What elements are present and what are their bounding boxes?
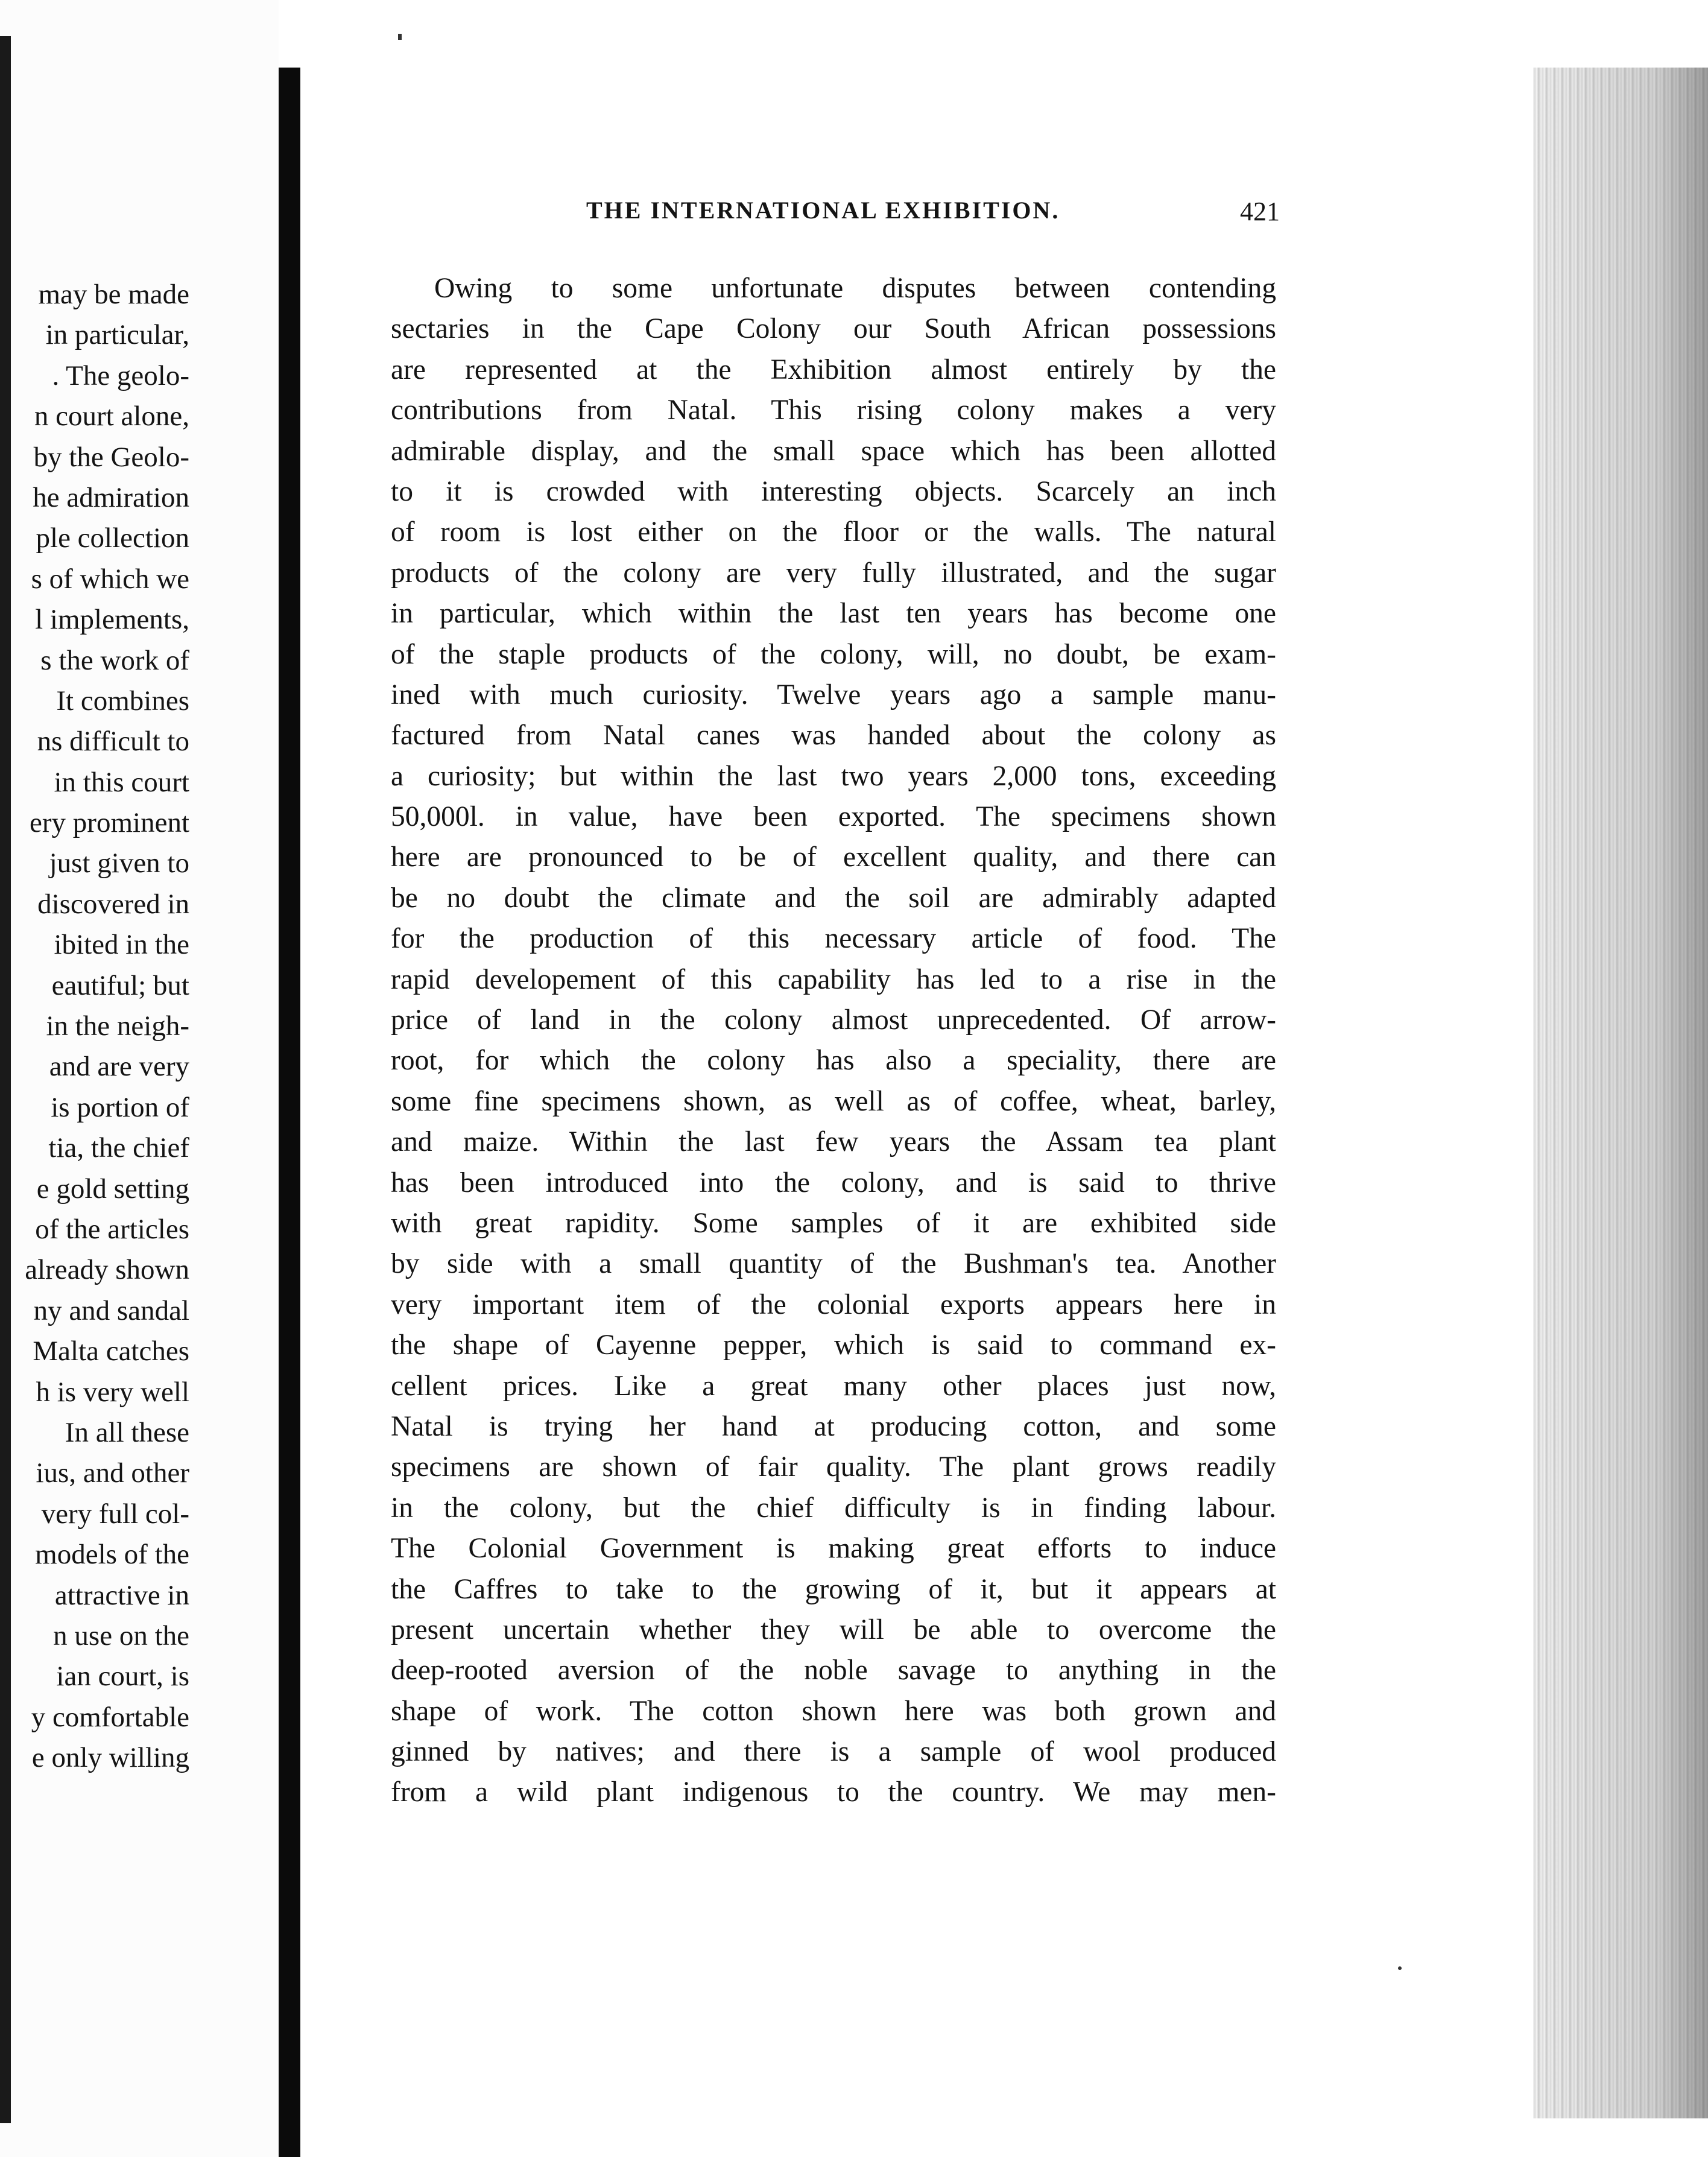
page-block-edges bbox=[1533, 68, 1708, 2118]
left-page-line: he admiration bbox=[33, 481, 189, 513]
scan-speck bbox=[398, 34, 402, 40]
body-line: of the staple products of the colony, will, no doubt, be exam- bbox=[391, 638, 1276, 670]
left-page-line: ery prominent bbox=[30, 807, 189, 839]
body-line: the Caffres to take to the growing of it, but it appears at bbox=[391, 1573, 1276, 1605]
left-page-line: attractive in bbox=[54, 1579, 189, 1611]
body-line: very important item of the colonial exports appears here in bbox=[391, 1288, 1276, 1320]
left-page-line: ny and sandal bbox=[33, 1294, 189, 1326]
left-page-line: ibited in the bbox=[54, 929, 189, 961]
body-line: deep-rooted aversion of the noble savage to anything in the bbox=[391, 1655, 1276, 1687]
left-page-line: just given to bbox=[49, 847, 189, 879]
left-page-line: n use on the bbox=[53, 1620, 189, 1652]
running-title: THE INTERNATIONAL EXHIBITION. bbox=[586, 197, 1060, 224]
running-header bbox=[586, 196, 1280, 232]
body-line: Natal is trying her hand at producing cotton, and some bbox=[391, 1410, 1276, 1442]
body-line: admirable display, and the small space which has been allotted bbox=[391, 435, 1276, 467]
body-line: products of the colony are very fully illustrated, and the sugar bbox=[391, 557, 1276, 589]
left-page-line: eautiful; but bbox=[51, 969, 189, 1001]
left-page-line: ns difficult to bbox=[37, 726, 189, 758]
left-page-line: in this court bbox=[54, 766, 189, 798]
left-page-line: l implements, bbox=[35, 604, 189, 636]
body-line: to it is crowded with interesting objects. Scarcely an inch bbox=[391, 475, 1276, 507]
body-line: rapid developement of this capability has led to a rise in the bbox=[391, 963, 1276, 995]
body-line: price of land in the colony almost unprecedented. Of arrow- bbox=[391, 1004, 1276, 1036]
body-line: with great rapidity. Some samples of it are exhibited side bbox=[391, 1207, 1276, 1239]
body-line: here are pronounced to be of excellent quality, and there can bbox=[391, 841, 1276, 873]
body-line: factured from Natal canes was handed about the colony as bbox=[391, 720, 1276, 752]
left-facing-page bbox=[0, 0, 279, 2157]
left-page-line: e gold setting bbox=[36, 1173, 189, 1205]
left-page-line: In all these bbox=[65, 1416, 189, 1448]
left-page-line: by the Geolo- bbox=[33, 441, 189, 473]
left-page-line: already shown bbox=[25, 1254, 189, 1286]
left-page-line: ius, and other bbox=[36, 1457, 189, 1489]
left-page-line: Malta catches bbox=[33, 1335, 189, 1367]
body-line: Owing to some unfortunate disputes between contending bbox=[434, 273, 1276, 304]
left-page-line: models of the bbox=[35, 1539, 189, 1571]
page-number: 421 bbox=[1240, 197, 1280, 226]
body-line: of room is lost either on the floor or the walls. The natural bbox=[391, 516, 1276, 548]
left-page-line: and are very bbox=[49, 1051, 189, 1083]
left-page-line: in the neigh- bbox=[46, 1010, 189, 1042]
body-line: by side with a small quantity of the Bushman's tea. Another bbox=[391, 1248, 1276, 1280]
body-line: present uncertain whether they will be able to overcome the bbox=[391, 1614, 1276, 1645]
left-page-line: discovered in bbox=[37, 888, 189, 920]
scan-speck bbox=[1398, 1966, 1402, 1970]
left-page-line: ian court, is bbox=[56, 1661, 189, 1693]
body-line: be no doubt the climate and the soil are admirably adapted bbox=[391, 882, 1276, 914]
body-line: has been introduced into the colony, and is said to thrive bbox=[391, 1167, 1276, 1199]
body-line: and maize. Within the last few years the Assam tea plant bbox=[391, 1126, 1276, 1158]
body-line: The Colonial Government is making great efforts to induce bbox=[391, 1533, 1276, 1565]
left-page-text bbox=[0, 274, 189, 1778]
body-line: 50,000l. in value, have been exported. The specimens shown bbox=[391, 801, 1276, 833]
left-page-line: ple collection bbox=[36, 522, 189, 554]
body-line: specimens are shown of fair quality. The plant grows readily bbox=[391, 1451, 1276, 1483]
left-page-line: y comfortable bbox=[31, 1701, 189, 1733]
left-page-line: n court alone, bbox=[34, 401, 189, 432]
body-line: some fine specimens shown, as well as of coffee, wheat, barley, bbox=[391, 1085, 1276, 1117]
body-line: the shape of Cayenne pepper, which is said to command ex- bbox=[391, 1329, 1276, 1361]
left-page-line: e only willing bbox=[31, 1742, 189, 1774]
body-line: are represented at the Exhibition almost entirely by the bbox=[391, 353, 1276, 385]
body-line: sectaries in the Cape Colony our South African possessions bbox=[391, 313, 1276, 345]
body-paragraph bbox=[391, 268, 1276, 1813]
body-line: ginned by natives; and there is a sample of wool produced bbox=[391, 1736, 1276, 1768]
body-line: shape of work. The cotton shown here was both grown and bbox=[391, 1695, 1276, 1727]
body-line: in particular, which within the last ten years has become one bbox=[391, 598, 1276, 630]
left-page-line: . The geolo- bbox=[52, 360, 189, 391]
top-margin bbox=[279, 0, 1575, 68]
page-edge-shadow bbox=[1533, 68, 1708, 2118]
left-page-line: of the articles bbox=[35, 1213, 189, 1245]
left-page-line: in particular, bbox=[45, 319, 189, 351]
body-line: from a wild plant indigenous to the country. We may men- bbox=[391, 1776, 1276, 1808]
body-line: for the production of this necessary article of food. The bbox=[391, 923, 1276, 955]
left-page-line: s the work of bbox=[40, 644, 189, 676]
left-page-line: s of which we bbox=[31, 563, 189, 595]
left-page-line: It combines bbox=[56, 685, 189, 717]
left-page-line: h is very well bbox=[36, 1376, 189, 1408]
body-line: root, for which the colony has also a speciality, there are bbox=[391, 1045, 1276, 1077]
left-page-line: is portion of bbox=[51, 1091, 189, 1123]
body-line: a curiosity; but within the last two years 2,000 tons, exceeding bbox=[391, 760, 1276, 792]
body-line: in the colony, but the chief difficulty is in finding labour. bbox=[391, 1492, 1276, 1524]
left-page-line: very full col- bbox=[41, 1498, 189, 1530]
body-line: ined with much curiosity. Twelve years ago a sample manu- bbox=[391, 679, 1276, 711]
body-line: contributions from Natal. This rising colony makes a very bbox=[391, 394, 1276, 426]
left-page-line: tia, the chief bbox=[48, 1132, 189, 1164]
body-line: cellent prices. Like a great many other places just now, bbox=[391, 1370, 1276, 1402]
book-gutter bbox=[279, 0, 300, 2157]
left-page-line: may be made bbox=[38, 279, 189, 310]
